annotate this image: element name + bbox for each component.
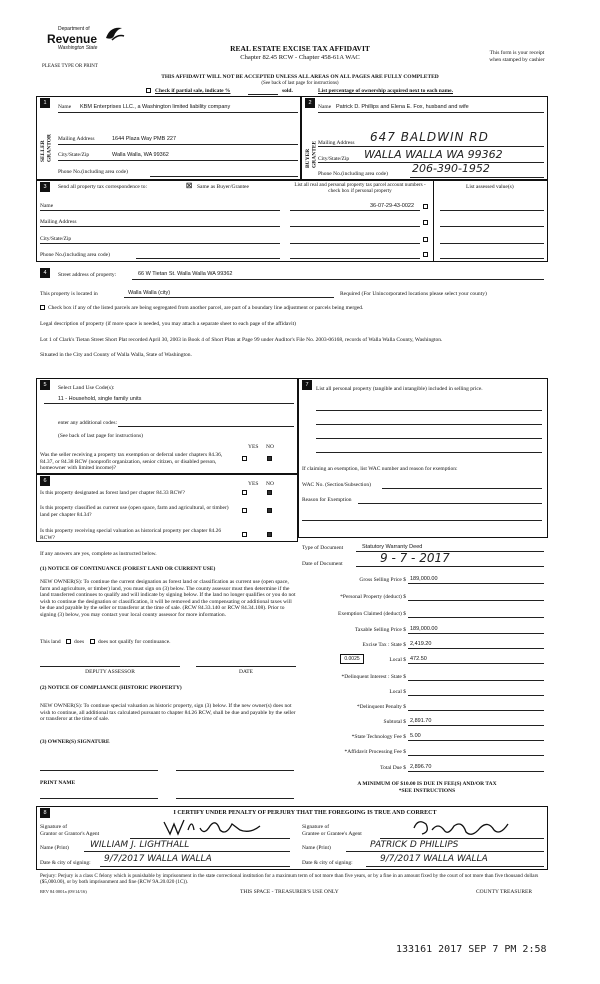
grantor-print-name[interactable]: WILLIAM J. LIGHTHALL [90,840,190,850]
segregated-checkbox[interactable] [40,305,45,310]
land-use-code[interactable]: 11 - Household, single family units [58,396,142,402]
form-subtitle: Chapter 82.45 RCW - Chapter 458-61A WAC [240,54,360,61]
additional-codes-label: enter any additional codes: [58,420,118,426]
form-title: REAL ESTATE EXCISE TAX AFFIDAVIT [230,44,370,53]
does-qualify-checkbox[interactable] [66,639,71,644]
minimum-due-note: A MINIMUM OF $10.00 IS DUE IN FEE(S) AND/OR TAX [357,781,497,787]
historic-yes-checkbox[interactable] [242,532,247,537]
corr-name-label: Name [40,203,54,209]
no-header: NO [266,444,274,450]
section-number: 1 [40,98,50,108]
same-as-label: Same as Buyer/Grantee [197,184,249,190]
local-rate-box[interactable]: 0.0025 [340,654,364,664]
section-number: 5 [40,380,50,390]
historic-no-checkbox[interactable] [267,532,272,537]
grantor-date-label: Date & city of signing: [40,860,91,866]
forest-yes-checkbox[interactable] [242,490,247,495]
dor-logo [44,24,128,60]
does-not-qualify-checkbox[interactable] [90,639,95,644]
excise-state-value[interactable]: 2,419.20 [410,641,432,647]
current-use-no-checkbox[interactable] [267,508,272,513]
section-number: 4 [40,268,50,278]
wac-number-field[interactable] [382,488,542,489]
subtotal-value[interactable]: 2,891.70 [410,718,432,724]
exemption-yes-checkbox[interactable] [242,456,247,461]
personal-property-deduct-label: *Personal Property (deduct) $ [340,594,406,600]
delinquent-penalty-label: *Delinquent Penalty $ [356,704,406,710]
parcel-personal-checkbox[interactable] [423,220,428,225]
delinquent-penalty-field[interactable] [408,710,544,711]
treasurer-space-label: THIS SPACE - TREASURER'S USE ONLY [240,889,339,895]
seller-city-label: City/State/Zip [58,152,90,158]
ownership-note: List percentage of ownership acquired next to each name. [318,88,453,94]
required-note: Required (For Unincorporated locations please select your county) [340,291,487,297]
parcel-personal-checkbox[interactable] [423,204,428,209]
doc-type-label: Type of Document [302,545,344,551]
notice-continuance-text: NEW OWNER(S): To continue the current designation as forest land or classification as current use (open space, farm and agriculture, or timber) land, you must sign on (3) below. The county assessor must then determine if the land transferred continues to qualify and will indicate by signing below. If the land no longer qualifies or you do not wish to continue the designation or classification, it will be removed and the compensating or additional taxes will be due and payable by the seller or transferor at the time of sale. (RCW 84.33.140 or RCW 84.34.108). Prior to signing (3) below, you may contact your local county assessor for more information. [40,579,296,618]
buyer-phone-label: Phone No.(including area code) [318,171,388,177]
seller-phone-label: Phone No.(including area code) [58,169,128,175]
grantee-date-value[interactable]: 9/7/2017 WALLA WALLA [380,854,488,864]
seller-address-value[interactable]: 1644 Plaza Way PMB 227 [112,136,176,142]
located-value[interactable]: Walla Walla (city) [128,290,171,296]
partial-sale-checkbox[interactable] [146,88,151,93]
grantor-signature[interactable] [160,816,270,838]
seller-address-label: Mailing Address [58,136,95,142]
county-treasurer-label: COUNTY TREASURER [476,889,533,895]
corr-phone-field[interactable] [136,258,280,259]
buyer-name-label: Name [318,104,332,110]
grantee-sig-label: Signature of [302,824,330,830]
buyer-name-value[interactable]: Patrick D. Phillips and Elena E. Fox, husband and wife [336,104,469,110]
personal-property-label: List all personal property (tangible and intangible) included in selling price. [316,386,483,392]
receipt-note: This form is your receipt [489,50,545,56]
perjury-notice: Perjury: Perjury is a class C felony which is punishable by imprisonment in the state correctional institution for a maximum term of not more than five years, or by a fine in an amount fixed by the court of not more than five thousand dollars ($5,000.00), or by both imprisonment and fine (RCW 9A.20.020 (1C)). [40,873,539,886]
exemption-question: Was the seller receiving a property tax exemption or deferral under chapters 84.36, 84.37, or 84.38 RCW (nonprofit organization, senior citizen, or disabled person, homeowner with limited income)? [40,452,223,472]
seller-side-label: SELLER GRANTOR [40,133,53,162]
corr-phone-label: Phone No.(including area code) [40,252,110,258]
exemption-reason-field[interactable] [358,503,542,504]
parcel-personal-checkbox[interactable] [423,237,428,242]
seller-city-value[interactable]: Walla Walla, WA 99362 [112,152,169,158]
deputy-assessor-label: DEPUTY ASSESSOR [85,669,135,675]
yes-header: YES [248,444,259,450]
delinquent-local-label: Local $ [389,689,406,695]
doc-date-label: Date of Document [302,561,343,567]
total-due-label: Total Due $ [380,765,406,771]
doc-date-value[interactable]: 9 - 7 - 2017 [380,551,450,565]
gross-price-value[interactable]: 189,000.00 [410,576,438,582]
buyer-city-label: City/State/Zip [318,156,350,162]
parcel-personal-checkbox[interactable] [423,252,428,257]
affidavit-fee-label: *Affidavit Processing Fee $ [344,749,406,755]
grantor-date-value[interactable]: 9/7/2017 WALLA WALLA [104,854,212,864]
certify-statement: I CERTIFY UNDER PENALTY OF PERJURY THAT THE FOREGOING IS TRUE AND CORRECT [173,810,437,816]
grantee-date-label: Date & city of signing: [302,860,353,866]
see-back-note: (See back of last page for instructions) [261,81,339,86]
warning-banner: THIS AFFIDAVIT WILL NOT BE ACCEPTED UNLESS ALL AREAS ON ALL PAGES ARE FULLY COMPLETED [161,74,439,80]
local-tax-label: Local $ [389,657,406,663]
grantor-sig-label: Signature of [40,824,68,830]
forest-no-checkbox[interactable] [267,490,272,495]
gross-price-label: Gross Selling Price $ [359,577,406,583]
buyer-city-value[interactable]: WALLA WALLA WA 99362 [364,148,503,161]
does-not-label: does not qualify for continuance. [98,639,171,645]
date-label: DATE [238,669,254,675]
delinquent-interest-field[interactable] [408,680,544,681]
tech-fee-label: *State Technology Fee $ [351,734,406,740]
grantee-print-label: Name (Print) [302,845,331,851]
notice-continuance-title: (1) NOTICE OF CONTINUANCE (FOREST LAND OR CURRENT USE) [40,566,216,572]
wa-seal-icon [104,24,126,44]
legal-description[interactable]: Lot 1 of Clark's Tietan Street Short Plat recorded April 30, 2003 in Book 4 of Short Plats at Page 99 under Auditor's File No. 2003-06168, records of Walla Walla County, Washington. [40,337,443,343]
partial-sale-percent-field[interactable] [248,94,278,95]
grantee-sig-label-2: Grantee or Grantee's Agent [302,831,362,837]
exemption-wac-label: If claiming an exemption, list WAC number and reason for exemption: [302,466,458,472]
section-number: 6 [40,476,50,486]
segregated-label: Check box if any of the listed parcels are being segregated from another parcel, are part of a boundary line adjustment or parcels being merged. [48,305,364,311]
doc-type-value[interactable]: Statutory Warranty Deed [362,544,423,550]
grantor-print-label: Name (Print) [40,845,69,851]
total-due-value[interactable]: 2,896.70 [410,764,432,770]
print-name-label: PRINT NAME [40,780,76,786]
section-number: 7 [302,380,312,390]
tech-fee-value[interactable]: 5.00 [410,733,421,739]
exemption-reason-label: Reason for Exemption [302,497,352,503]
forest-question: Is this property designated as forest land per chapter 84.33 RCW? [40,490,185,496]
assessed-header: List assessed value(s) [466,184,514,190]
taxable-price-value[interactable]: 189,000.00 [410,626,438,632]
personal-property-section [298,378,548,538]
buyer-address-value[interactable]: 647 BALDWIN RD [370,130,489,144]
partial-sale-label: Check if partial sale, indicate % [155,88,231,94]
corr-address-label: Mailing Address [40,219,77,225]
affidavit-fee-field[interactable] [408,755,544,756]
personal-property-deduct-field[interactable] [408,600,544,601]
form-rev-number: REV 84 0001a (09/14/16) [40,889,87,894]
local-tax-value[interactable]: 472.50 [410,656,427,662]
buyer-address-label: Mailing Address [318,140,355,146]
section-number: 2 [305,98,315,108]
taxable-price-label: Taxable Selling Price $ [354,627,406,633]
owner-signature-label: (3) OWNER(S) SIGNATURE [40,739,110,745]
located-label: This property is located in [40,291,98,297]
street-value[interactable]: 66 W Tietan St. Walla Walla WA 99362 [138,271,233,277]
notice-compliance-text: NEW OWNER(S): To continue special valuation as historic property, sign (3) below. If the new owner(s) does not wish to continue, all additional tax calculated pursuant to chapter 84.26 RCW, shall be due and payable by the seller or transferor at the time of sale. [40,703,296,723]
see-instructions-note: *SEE INSTRUCTIONS [398,788,456,794]
delinquent-local-field[interactable] [408,695,544,696]
seller-name-label: Name [58,104,72,110]
exemption-claimed-label: Exemption Claimed (deduct) $ [338,611,406,617]
section-number: 8 [40,808,50,818]
excise-state-label: Excise Tax : State $ [362,642,406,648]
logo-state: Washington State [58,45,98,51]
buyer-side-label: BUYER GRANTEE [305,140,318,168]
parcel-header: List all real and personal property tax parcel account numbers - check box if personal property [294,182,426,195]
delinquent-interest-label: *Delinquent Interest : State $ [341,674,406,680]
logo-revenue: Revenue [47,32,98,46]
grantee-signature[interactable] [410,816,520,840]
historic-question: Is this property receiving special valuation as historical property per chapter 84.26 RCW? [40,528,222,541]
current-use-yes-checkbox[interactable] [242,508,247,513]
please-type-note: PLEASE TYPE OR PRINT [42,64,98,69]
wac-number-label: WAC No. (Section/Subsection) [302,482,371,488]
logo-dept-line: Department of [58,26,90,32]
no-header: NO [266,481,274,487]
parcel-number[interactable]: 36-07-29-43-0022 [370,203,415,209]
assessed-value-field[interactable] [440,210,544,211]
same-as-checkbox[interactable]: ☒ [186,182,193,190]
seller-name-value[interactable]: KBM Enterprises LLC., a Washington limited liability company [80,104,231,110]
subtotal-label: Subtotal $ [383,719,406,725]
section-number: 3 [40,182,50,192]
current-use-question: Is this property classified as current use (open space, farm and agricultural, or timber) land per chapter 84.34? [40,505,229,518]
seller-phone-field[interactable] [150,176,298,177]
notice-compliance-title: (2) NOTICE OF COMPLIANCE (HISTORIC PROPERTY) [40,685,182,691]
does-label: does [74,639,85,645]
corr-name-field[interactable] [40,210,280,211]
grantor-sig-label-2: Grantor or Grantor's Agent [40,831,100,837]
buyer-phone-value[interactable]: 206-390-1952 [412,162,490,175]
sold-label: sold. [282,88,293,94]
grantee-print-name[interactable]: PATRICK D PHILLIPS [370,840,459,850]
exemption-no-checkbox[interactable] [267,456,272,461]
this-land-label: This land [40,639,61,645]
corr-address-field[interactable] [40,226,280,227]
corr-city-label: City/State/Zip [40,236,72,242]
land-use-see-back: (See back of last page for instructions) [58,433,143,439]
correspondence-label: Send all property tax correspondence to: [58,184,148,190]
legal-label: Legal description of property (if more space is needed, you may attach a separate sheet to each page of the affidavit) [40,321,296,327]
additional-codes-field[interactable] [118,426,294,427]
land-use-label: Select Land Use Code(s): [58,385,115,391]
recording-stamp: 133161 2017 SEP 7 PM 2:58 [396,944,547,955]
street-label: Street address of property: [58,272,117,278]
receipt-note-2: when stamped by cashier [489,57,545,63]
yes-header: YES [248,481,259,487]
exemption-claimed-field[interactable] [408,617,544,618]
legal-description-2[interactable]: Situated in the City and County of Walla Walla, State of Washington. [40,352,192,358]
corr-city-field[interactable] [40,243,280,244]
if-yes-note: If any answers are yes, complete as instructed below. [40,551,157,557]
